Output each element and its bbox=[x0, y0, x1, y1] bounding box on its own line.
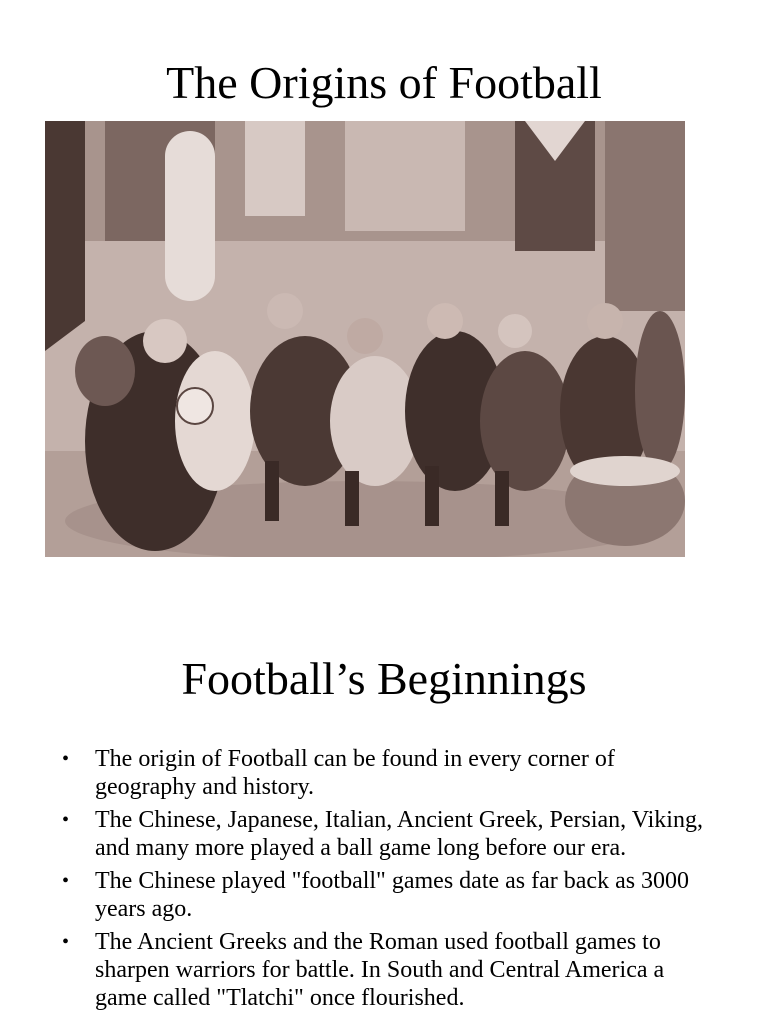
bullet-icon: • bbox=[62, 748, 70, 770]
engraving-image bbox=[45, 121, 685, 557]
list-item bbox=[60, 806, 710, 862]
list-item bbox=[60, 867, 710, 923]
bullet-list bbox=[60, 745, 710, 1017]
bullet-text: The Ancient Greeks and the Roman used football games to sharpen warriors for battle. In South and Central America a game called "Tlatchi" once flourished. bbox=[95, 929, 665, 1011]
bullet-text: The origin of Football can be found in every corner of geography and history. bbox=[95, 746, 615, 800]
bullet-icon: • bbox=[62, 870, 70, 892]
list-item bbox=[60, 928, 710, 1012]
bullet-text: The Chinese, Japanese, Italian, Ancient Greek, Persian, Viking, and many more played a ball game long before our era. bbox=[95, 807, 703, 861]
medieval-football-illustration bbox=[45, 121, 685, 557]
slide-title: The Origins of Football bbox=[166, 57, 602, 108]
bullet-icon: • bbox=[62, 809, 70, 831]
bullet-text: The Chinese played "football" games date as far back as 3000 years ago. bbox=[95, 868, 690, 922]
bullet-icon: • bbox=[62, 931, 70, 953]
list-item bbox=[60, 745, 710, 801]
section-title: Football’s Beginnings bbox=[181, 653, 587, 704]
